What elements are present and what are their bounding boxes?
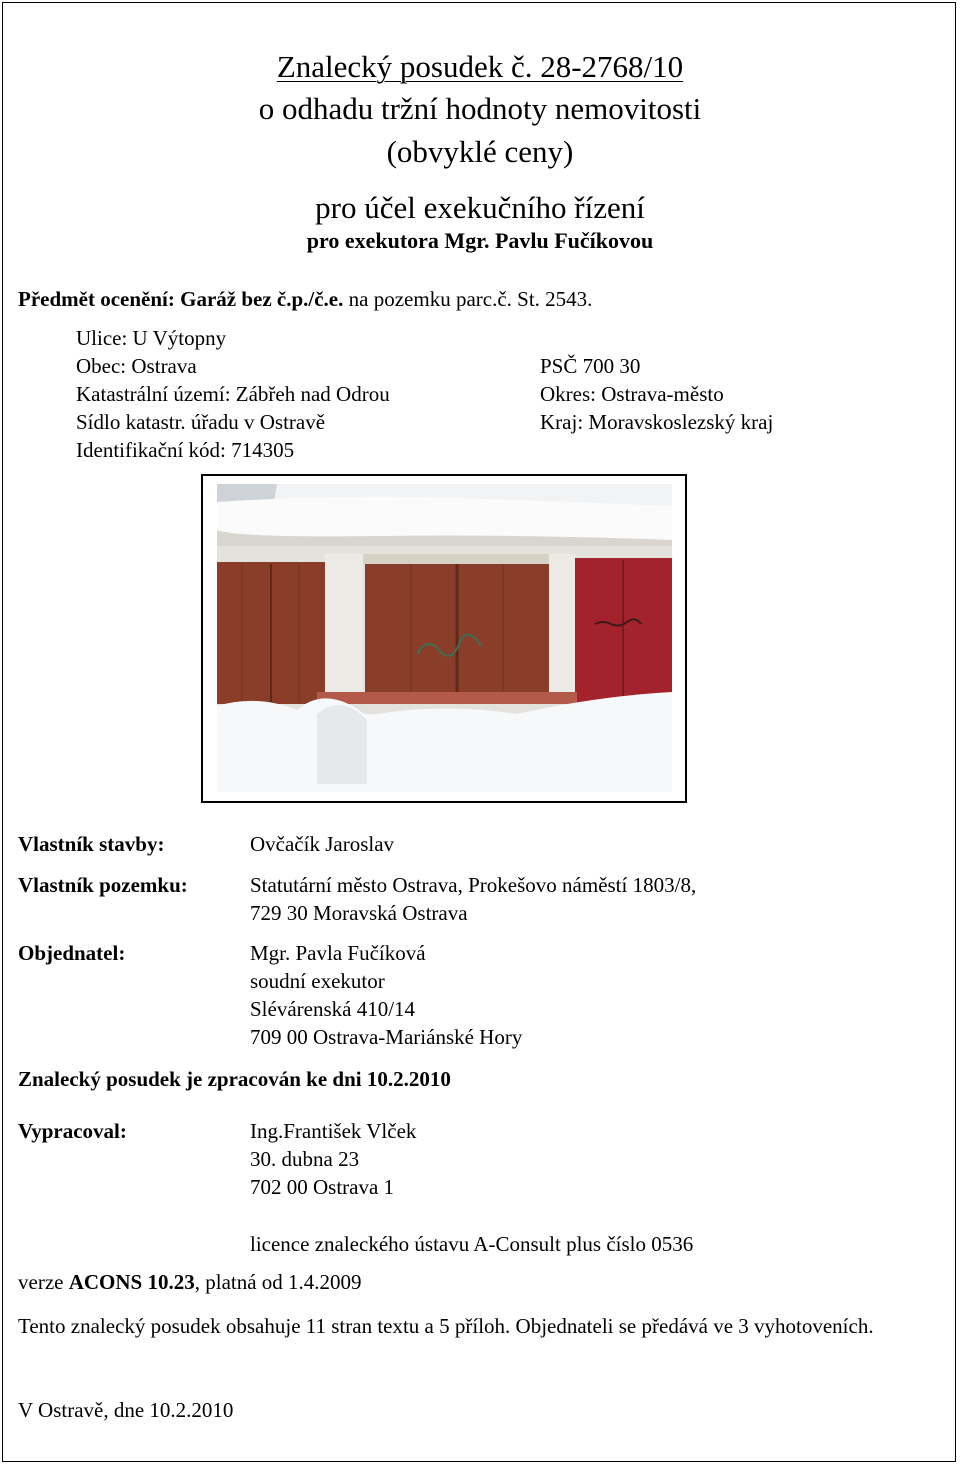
building-owner: Ovčačík Jaroslav	[250, 832, 395, 856]
subject-label: Předmět ocenění:	[18, 287, 175, 311]
region: Kraj: Moravskoslezský kraj	[540, 410, 774, 434]
cadastral-area: Katastrální území: Zábřeh nad Odrou	[76, 382, 390, 406]
subject-bold-value: Garáž bez č.p./č.e.	[180, 287, 344, 311]
purpose-line: pro účel exekučního řízení	[315, 190, 645, 225]
version-name: ACONS 10.23	[68, 1270, 195, 1294]
document-subtitle: o odhadu tržní hodnoty nemovitosti	[258, 91, 702, 126]
garage-illustration	[217, 484, 672, 792]
document-title: Znalecký posudek č. 28-2768/10	[276, 49, 684, 84]
client-city: 709 00 Ostrava-Mariánské Hory	[250, 1025, 523, 1049]
version-line	[18, 1269, 362, 1295]
client-role: soudní exekutor	[250, 969, 385, 993]
version-prefix: verze	[18, 1270, 69, 1294]
client-label: Objednatel:	[18, 941, 126, 965]
license-line: licence znaleckého ústavu A-Consult plus číslo 0536	[250, 1232, 694, 1256]
cadastral-office: Sídlo katastr. úřadu v Ostravě	[76, 410, 326, 434]
author-name: Ing.František Vlček	[250, 1119, 417, 1143]
executor-line: pro exekutora Mgr. Pavlu Fučíkovou	[306, 228, 654, 253]
contents-note: Tento znalecký posudek obsahuje 11 stran textu a 5 příloh. Objednateli se předává ve 3 vyhotoveních.	[18, 1314, 874, 1338]
property-photo-frame	[201, 474, 687, 803]
land-owner-line-2: 729 30 Moravská Ostrava	[250, 901, 468, 925]
street: Ulice: U Výtopny	[76, 326, 227, 350]
author-city: 702 00 Ostrava 1	[250, 1175, 395, 1199]
subject-value: na pozemku parc.č. St. 2543.	[348, 287, 593, 311]
land-owner-label: Vlastník pozemku:	[18, 873, 188, 897]
author-label: Vypracoval:	[18, 1119, 127, 1143]
municipality: Obec: Ostrava	[76, 354, 197, 378]
client-name: Mgr. Pavla Fučíková	[250, 941, 426, 965]
version-suffix: , platná od 1.4.2009	[194, 1270, 362, 1294]
document-subtitle-2: (obvyklé ceny)	[386, 134, 574, 169]
subject-line	[18, 286, 592, 312]
client-street: Slévárenská 410/14	[250, 997, 416, 1021]
postal-code: PSČ 700 30	[540, 354, 641, 378]
land-owner-line-1: Statutární město Ostrava, Prokešovo náměstí 1803/8,	[250, 873, 697, 897]
district: Okres: Ostrava-město	[540, 382, 724, 406]
author-street: 30. dubna 23	[250, 1147, 360, 1171]
garage-photo	[217, 484, 672, 792]
place-date: V Ostravě, dne 10.2.2010	[18, 1398, 234, 1422]
prepared-date: Znalecký posudek je zpracován ke dni 10.2.2010	[18, 1067, 451, 1091]
id-code: Identifikační kód: 714305	[76, 438, 295, 462]
building-owner-label: Vlastník stavby:	[18, 832, 165, 856]
